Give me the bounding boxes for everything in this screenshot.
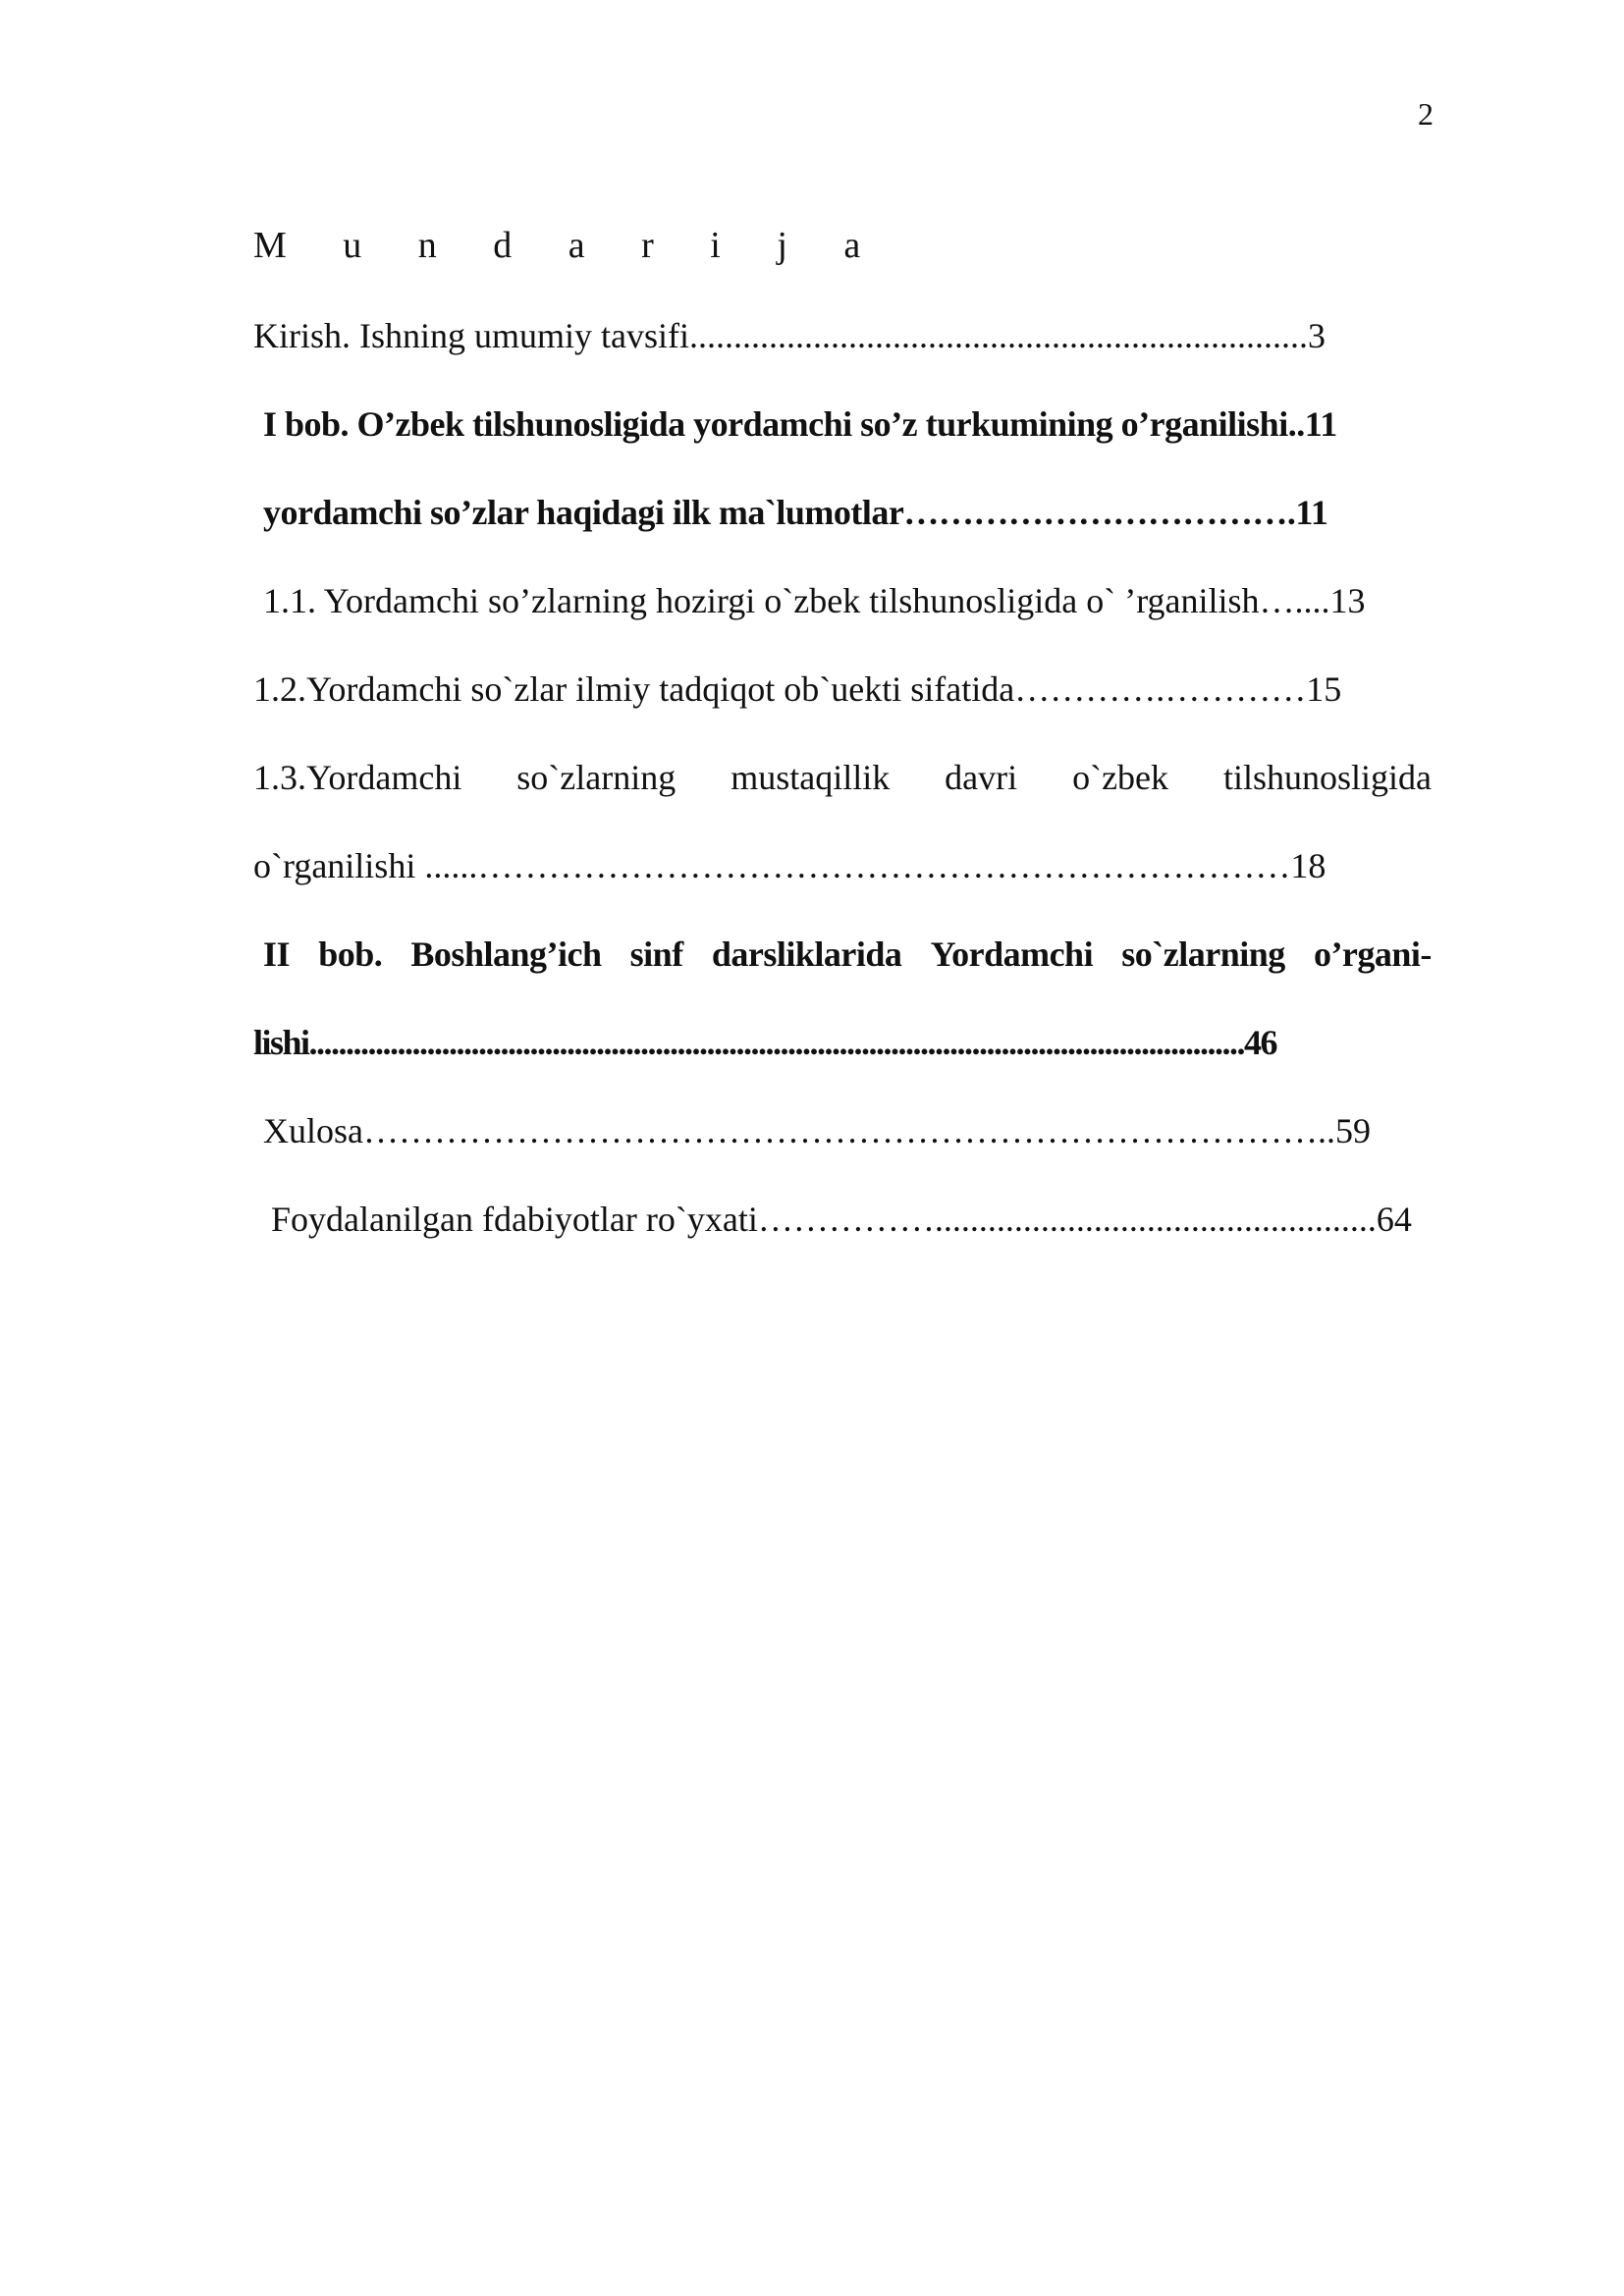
toc-word: o’rgani- (1313, 934, 1432, 974)
toc-word: II (263, 934, 291, 974)
toc-entry-chapter-1: I bob. O’zbek tilshunosligida yordamchi so’z turkumining o’rganilishi..11 (263, 404, 1337, 444)
toc-entry-chapter-2-line-2: lishi...............................................................................................................................46 (253, 1023, 1277, 1062)
toc-word: bob. (318, 934, 383, 974)
toc-entry-section-1-1: 1.1. Yordamchi so’zlarning hozirgi o`zbek tilshunosligida o` ’rganilish…....13 (263, 581, 1366, 620)
toc-entry-section-1-3-line-2: o`rganilishi ......……………………………………………………………18 (253, 846, 1326, 885)
toc-word: Yordamchi (930, 934, 1094, 974)
toc-entry-introduction: Kirish. Ishning umumiy tavsifi......................................................................3 (253, 316, 1326, 355)
toc-word: Boshlang’ich (410, 934, 602, 974)
toc-word: so`zlarning (1121, 934, 1285, 974)
toc-word: sinf (629, 934, 683, 974)
toc-word: 1.3.Yordamchi (253, 758, 462, 797)
toc-entry-chapter-2-line-1 (263, 925, 1432, 984)
page-number: 2 (1418, 96, 1434, 132)
toc-title: M u n d a r i j a (253, 225, 885, 266)
toc-entry-chapter-1-intro: yordamchi so’zlar haqidagi ilk ma`lumotlar…………………………….11 (263, 493, 1328, 532)
toc-word: mustaqillik (731, 758, 891, 797)
toc-entry-conclusion: Xulosa………………………………………………………………………..59 (263, 1111, 1371, 1150)
toc-word: so`zlarning (516, 758, 677, 797)
toc-word: tilshunosligida (1222, 758, 1432, 797)
toc-entry-section-1-3-line-1 (253, 748, 1432, 807)
toc-word: darsliklarida (711, 934, 902, 974)
toc-word: o`zbek (1072, 758, 1169, 797)
toc-entry-section-1-2: 1.2.Yordamchi so`zlar ilmiy tadqiqot ob`uekti sifatida………….…………15 (253, 669, 1342, 709)
toc-word: davri (945, 758, 1018, 797)
toc-entry-bibliography: Foydalanilgan fdabiyotlar ro`yxati……………..................................................64 (271, 1200, 1412, 1239)
